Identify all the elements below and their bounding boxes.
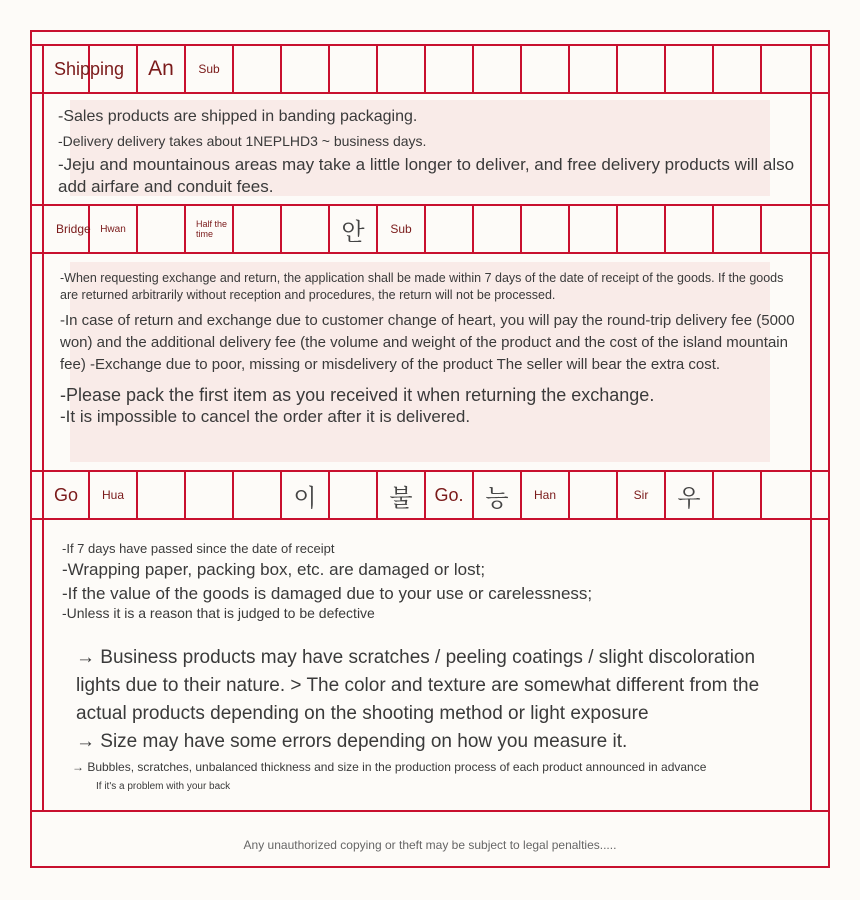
notice-line: -If 7 days have passed since the date of receipt (62, 541, 335, 556)
header-cell (570, 206, 618, 252)
exchange-section (60, 270, 800, 428)
header-cell (474, 206, 522, 252)
header-cell: Go. (426, 472, 474, 518)
notice-section (62, 540, 800, 622)
divider (30, 810, 830, 812)
exchange-heading: Bridge (42, 206, 90, 252)
header-cell: 불 (378, 472, 426, 518)
shipping-line: -Delivery delivery takes about 1NEPLHD3 ~ business days. (58, 133, 427, 149)
header-cell: Sir (618, 472, 666, 518)
notice-heading: Go (42, 472, 90, 518)
copyright-notice: Any unauthorized copying or theft may be subject to legal penalties..... (243, 838, 617, 852)
header-cell: 우 (666, 472, 714, 518)
header-cell (426, 206, 474, 252)
header-cell (522, 206, 570, 252)
header-cell (570, 472, 618, 518)
exchange-header-row (42, 206, 812, 252)
header-cell (330, 472, 378, 518)
header-cell (474, 46, 522, 92)
notice-line: -Unless it is a reason that is judged to be defective (62, 605, 375, 621)
header-cell (714, 472, 762, 518)
notice-header-row (42, 472, 812, 518)
header-cell (522, 46, 570, 92)
divider (30, 92, 830, 94)
shipping-line: -Sales products are shipped in banding packaging. (58, 108, 418, 125)
header-cell (282, 46, 330, 92)
notice-bullet: → Size may have some errors depending on how you measure it. (76, 731, 628, 752)
header-cell: Half the time (186, 206, 234, 252)
header-cell (618, 206, 666, 252)
header-cell (330, 46, 378, 92)
header-cell (714, 206, 762, 252)
header-cell (666, 206, 714, 252)
header-cell (378, 46, 426, 92)
header-cell (666, 46, 714, 92)
exchange-line: -It is impossible to cancel the order after it is delivered. (60, 407, 471, 426)
header-cell (282, 206, 330, 252)
header-cell: Han (522, 472, 570, 518)
header-cell (186, 472, 234, 518)
header-cell: 능 (474, 472, 522, 518)
notice-line: -Wrapping paper, packing box, etc. are damaged or lost; (62, 560, 486, 579)
header-cell: Sub (186, 46, 234, 92)
notice-bullet: → Bubbles, scratches, unbalanced thickness and size in the production process of each product announced in advance (72, 760, 707, 774)
header-cell (714, 46, 762, 92)
header-cell (90, 46, 138, 92)
divider (30, 518, 830, 520)
header-cell (570, 46, 618, 92)
header-cell (618, 46, 666, 92)
header-cell (234, 206, 282, 252)
shipping-line: -Jeju and mountainous areas may take a little longer to deliver, and free delivery products will also add airfare and conduit fees. (58, 155, 795, 196)
header-cell (762, 472, 810, 518)
header-cell (762, 46, 810, 92)
header-cell (138, 472, 186, 518)
exchange-line: -Please pack the first item as you received it when returning the exchange. (60, 385, 655, 405)
header-cell: Sub (378, 206, 426, 252)
header-cell (426, 46, 474, 92)
header-cell: An (138, 46, 186, 92)
exchange-line: -When requesting exchange and return, the application shall be made within 7 days of the date of receipt of the goods. If the goods are returned arbitrarily without reception and procedures, the return will not be processed. (60, 271, 784, 302)
shipping-heading: Shipping (42, 46, 90, 92)
header-cell (234, 472, 282, 518)
shipping-section (58, 106, 800, 198)
header-cell: 이 (282, 472, 330, 518)
notice-bullet: If it's a problem with your back (96, 781, 231, 792)
notice-bullet: → Business products may have scratches / peeling coatings / slight discoloration lights due to their nature. > The color and texture are somewhat different from the actual products depending on the shooting method or light exposure (76, 647, 760, 724)
exchange-line: -In case of return and exchange due to customer change of heart, you will pay the round-trip delivery fee (5000 won) and the additional delivery fee (the volume and weight of the product and the cost of the island mountain fee) -Exchange due to poor, missing or misdelivery of the product The seller will bear the extra cost. (60, 312, 795, 373)
divider (30, 252, 830, 254)
header-cell: 안 (330, 206, 378, 252)
notice-line: -If the value of the goods is damaged due to your use or carelessness; (62, 584, 593, 603)
header-cell (234, 46, 282, 92)
shipping-header-row (42, 46, 812, 92)
header-cell: Hua (90, 472, 138, 518)
notice-bullets (72, 644, 780, 794)
header-cell (762, 206, 810, 252)
header-cell (138, 206, 186, 252)
header-cell: Hwan (90, 206, 138, 252)
